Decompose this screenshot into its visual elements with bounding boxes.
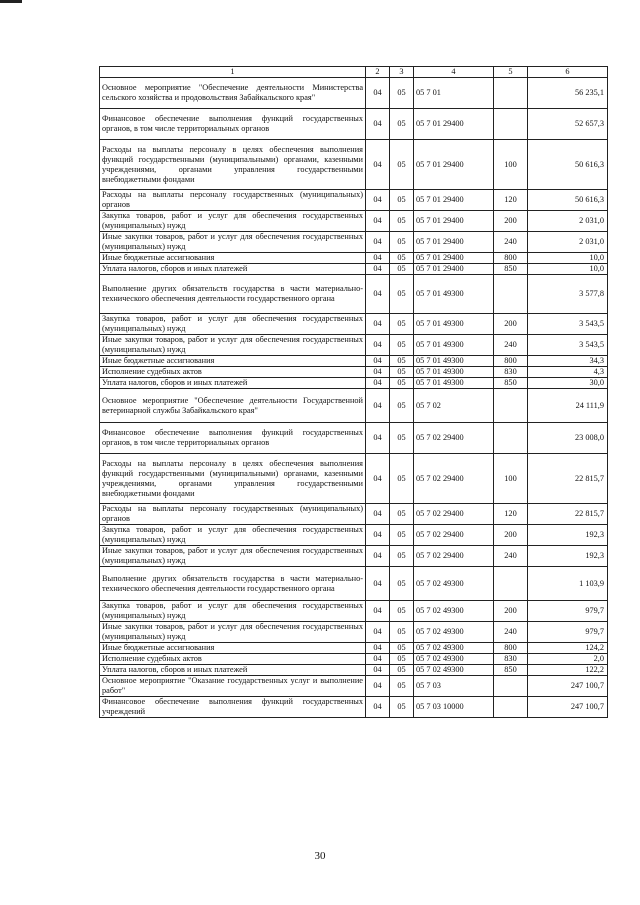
target-article-cell: 05 7 03 10000: [414, 697, 494, 718]
table-row: [100, 264, 608, 275]
subsection-code-cell: 05: [390, 367, 414, 378]
amount-cell: 24 111,9: [528, 389, 608, 423]
subsection-code-cell: 05: [390, 665, 414, 676]
table-row: [100, 109, 608, 140]
expense-name-cell: Закупка товаров, работ и услуг для обеспечения государственных (муниципальных) нужд: [100, 525, 366, 546]
expense-type-cell: 120: [494, 504, 528, 525]
section-code-cell: 04: [366, 109, 390, 140]
table-row: [100, 378, 608, 389]
section-code-cell: 04: [366, 335, 390, 356]
section-code-cell: 04: [366, 665, 390, 676]
expense-type-cell: 830: [494, 654, 528, 665]
subsection-code-cell: 05: [390, 190, 414, 211]
expense-name-cell: Закупка товаров, работ и услуг для обеспечения государственных (муниципальных) нужд: [100, 211, 366, 232]
target-article-cell: 05 7 02 29400: [414, 454, 494, 504]
target-article-cell: 05 7 01 29400: [414, 232, 494, 253]
target-article-cell: 05 7 02 49300: [414, 643, 494, 654]
section-code-cell: 04: [366, 356, 390, 367]
amount-cell: 192,3: [528, 525, 608, 546]
target-article-cell: 05 7 01 49300: [414, 314, 494, 335]
table-row: [100, 567, 608, 601]
target-article-cell: 05 7 01 49300: [414, 275, 494, 314]
table-row: [100, 232, 608, 253]
expense-type-cell: 240: [494, 335, 528, 356]
expense-type-cell: 850: [494, 264, 528, 275]
subsection-code-cell: 05: [390, 454, 414, 504]
expense-name-cell: Расходы на выплаты персоналу в целях обеспечения выполнения функций государственными (муниципальными) органами, казенными учреждениями, органами управления государственными внебюджетными фондами: [100, 140, 366, 190]
table-row: [100, 697, 608, 718]
table-row: [100, 601, 608, 622]
table-row: [100, 546, 608, 567]
target-article-cell: 05 7 02 29400: [414, 546, 494, 567]
expense-name-cell: Выполнение других обязательств государства в части материально-технического обеспечения деятельности государственного органа: [100, 567, 366, 601]
target-article-cell: 05 7 01 29400: [414, 109, 494, 140]
expense-type-cell: [494, 423, 528, 454]
amount-cell: 979,7: [528, 622, 608, 643]
expense-type-cell: [494, 389, 528, 423]
table-row: [100, 314, 608, 335]
table-row: [100, 190, 608, 211]
amount-cell: 10,0: [528, 264, 608, 275]
section-code-cell: 04: [366, 367, 390, 378]
page-number: 30: [314, 850, 326, 862]
amount-cell: 52 657,3: [528, 109, 608, 140]
expense-name-cell: Выполнение других обязательств государства в части материально-технического обеспечения деятельности государственного органа: [100, 275, 366, 314]
amount-cell: 50 616,3: [528, 190, 608, 211]
table-row: [100, 676, 608, 697]
amount-cell: 22 815,7: [528, 454, 608, 504]
section-code-cell: 04: [366, 643, 390, 654]
header-col-6: 6: [528, 67, 608, 78]
section-code-cell: 04: [366, 211, 390, 232]
section-code-cell: 04: [366, 264, 390, 275]
expense-name-cell: Основное мероприятие "Обеспечение деятельности Государственной ветеринарной службы Забайкальского края": [100, 389, 366, 423]
subsection-code-cell: 05: [390, 546, 414, 567]
expense-name-cell: Финансовое обеспечение выполнения функций государственных учреждений: [100, 697, 366, 718]
subsection-code-cell: 05: [390, 378, 414, 389]
expense-name-cell: Уплата налогов, сборов и иных платежей: [100, 378, 366, 389]
target-article-cell: 05 7 01 49300: [414, 356, 494, 367]
section-code-cell: 04: [366, 389, 390, 423]
amount-cell: 247 100,7: [528, 697, 608, 718]
section-code-cell: 04: [366, 190, 390, 211]
subsection-code-cell: 05: [390, 697, 414, 718]
target-article-cell: 05 7 02 49300: [414, 665, 494, 676]
subsection-code-cell: 05: [390, 275, 414, 314]
amount-cell: 979,7: [528, 601, 608, 622]
amount-cell: 124,2: [528, 643, 608, 654]
expense-type-cell: 850: [494, 378, 528, 389]
table-row: [100, 253, 608, 264]
table-row: [100, 665, 608, 676]
amount-cell: 247 100,7: [528, 676, 608, 697]
amount-cell: 3 577,8: [528, 275, 608, 314]
expense-type-cell: [494, 275, 528, 314]
subsection-code-cell: 05: [390, 601, 414, 622]
expense-type-cell: 800: [494, 253, 528, 264]
expense-name-cell: Основное мероприятие "Обеспечение деятельности Министерства сельского хозяйства и продовольствия Забайкальского края": [100, 78, 366, 109]
table-row: [100, 654, 608, 665]
expense-name-cell: Иные бюджетные ассигнования: [100, 253, 366, 264]
table-row: [100, 423, 608, 454]
subsection-code-cell: 05: [390, 232, 414, 253]
section-code-cell: 04: [366, 654, 390, 665]
subsection-code-cell: 05: [390, 622, 414, 643]
expense-type-cell: 200: [494, 601, 528, 622]
expense-name-cell: Расходы на выплаты персоналу государственных (муниципальных) органов: [100, 504, 366, 525]
target-article-cell: 05 7 01 49300: [414, 367, 494, 378]
expense-name-cell: Закупка товаров, работ и услуг для обеспечения государственных (муниципальных) нужд: [100, 314, 366, 335]
expense-name-cell: Финансовое обеспечение выполнения функций государственных органов, в том числе территориальных органов: [100, 109, 366, 140]
section-code-cell: 04: [366, 504, 390, 525]
section-code-cell: 04: [366, 140, 390, 190]
section-code-cell: 04: [366, 378, 390, 389]
amount-cell: 2 031,0: [528, 232, 608, 253]
subsection-code-cell: 05: [390, 654, 414, 665]
table-row: [100, 504, 608, 525]
amount-cell: 34,3: [528, 356, 608, 367]
expense-name-cell: Иные закупки товаров, работ и услуг для обеспечения государственных (муниципальных) нужд: [100, 622, 366, 643]
table-row: [100, 211, 608, 232]
amount-cell: 192,3: [528, 546, 608, 567]
expense-type-cell: 240: [494, 622, 528, 643]
target-article-cell: 05 7 01 49300: [414, 335, 494, 356]
expense-type-cell: [494, 78, 528, 109]
expense-name-cell: Расходы на выплаты персоналу государственных (муниципальных) органов: [100, 190, 366, 211]
target-article-cell: 05 7 03: [414, 676, 494, 697]
budget-table: [99, 66, 608, 718]
header-col-5: 5: [494, 67, 528, 78]
expense-name-cell: Финансовое обеспечение выполнения функций государственных органов, в том числе территориальных органов: [100, 423, 366, 454]
scan-corner-mark: [0, 0, 22, 3]
amount-cell: 22 815,7: [528, 504, 608, 525]
table-row: [100, 389, 608, 423]
subsection-code-cell: 05: [390, 140, 414, 190]
table-row: [100, 335, 608, 356]
subsection-code-cell: 05: [390, 253, 414, 264]
target-article-cell: 05 7 01 29400: [414, 140, 494, 190]
expense-type-cell: 240: [494, 546, 528, 567]
target-article-cell: 05 7 01: [414, 78, 494, 109]
subsection-code-cell: 05: [390, 78, 414, 109]
target-article-cell: 05 7 01 29400: [414, 253, 494, 264]
table-row: [100, 275, 608, 314]
table-row: [100, 643, 608, 654]
section-code-cell: 04: [366, 454, 390, 504]
section-code-cell: 04: [366, 546, 390, 567]
target-article-cell: 05 7 02 49300: [414, 622, 494, 643]
section-code-cell: 04: [366, 78, 390, 109]
subsection-code-cell: 05: [390, 314, 414, 335]
target-article-cell: 05 7 02 49300: [414, 567, 494, 601]
table-row: [100, 356, 608, 367]
table-row: [100, 525, 608, 546]
amount-cell: 30,0: [528, 378, 608, 389]
amount-cell: 3 543,5: [528, 314, 608, 335]
header-col-2: 2: [366, 67, 390, 78]
amount-cell: 1 103,9: [528, 567, 608, 601]
target-article-cell: 05 7 02 49300: [414, 654, 494, 665]
subsection-code-cell: 05: [390, 423, 414, 454]
expense-name-cell: Иные бюджетные ассигнования: [100, 356, 366, 367]
section-code-cell: 04: [366, 697, 390, 718]
subsection-code-cell: 05: [390, 335, 414, 356]
expense-name-cell: Иные закупки товаров, работ и услуг для обеспечения государственных (муниципальных) нужд: [100, 546, 366, 567]
subsection-code-cell: 05: [390, 264, 414, 275]
expense-type-cell: 200: [494, 525, 528, 546]
expense-type-cell: [494, 567, 528, 601]
amount-cell: 10,0: [528, 253, 608, 264]
amount-cell: 4,3: [528, 367, 608, 378]
header-col-3: 3: [390, 67, 414, 78]
target-article-cell: 05 7 02 49300: [414, 601, 494, 622]
section-code-cell: 04: [366, 567, 390, 601]
section-code-cell: 04: [366, 275, 390, 314]
header-col-1: 1: [100, 67, 366, 78]
expense-name-cell: Уплата налогов, сборов и иных платежей: [100, 665, 366, 676]
target-article-cell: 05 7 01 29400: [414, 264, 494, 275]
expense-name-cell: Уплата налогов, сборов и иных платежей: [100, 264, 366, 275]
expense-type-cell: 800: [494, 643, 528, 654]
expense-name-cell: Иные закупки товаров, работ и услуг для обеспечения государственных (муниципальных) нужд: [100, 335, 366, 356]
target-article-cell: 05 7 01 29400: [414, 211, 494, 232]
subsection-code-cell: 05: [390, 109, 414, 140]
table-row: [100, 622, 608, 643]
expense-type-cell: 240: [494, 232, 528, 253]
expense-type-cell: [494, 676, 528, 697]
expense-type-cell: 120: [494, 190, 528, 211]
expense-type-cell: 830: [494, 367, 528, 378]
section-code-cell: 04: [366, 622, 390, 643]
table-row: [100, 140, 608, 190]
expense-name-cell: Расходы на выплаты персоналу в целях обеспечения выполнения функций государственными (муниципальными) органами, казенными учреждениями, органами управления государственными внебюджетными фондами: [100, 454, 366, 504]
target-article-cell: 05 7 01 29400: [414, 190, 494, 211]
section-code-cell: 04: [366, 525, 390, 546]
table-row: [100, 367, 608, 378]
expense-type-cell: [494, 109, 528, 140]
subsection-code-cell: 05: [390, 504, 414, 525]
amount-cell: 2 031,0: [528, 211, 608, 232]
table-row: [100, 78, 608, 109]
target-article-cell: 05 7 02 29400: [414, 423, 494, 454]
section-code-cell: 04: [366, 423, 390, 454]
expense-type-cell: [494, 697, 528, 718]
section-code-cell: 04: [366, 232, 390, 253]
table-header-row: [100, 67, 608, 78]
amount-cell: 56 235,1: [528, 78, 608, 109]
amount-cell: 122,2: [528, 665, 608, 676]
amount-cell: 50 616,3: [528, 140, 608, 190]
expense-type-cell: 800: [494, 356, 528, 367]
budget-table-container: [99, 66, 607, 718]
amount-cell: 3 543,5: [528, 335, 608, 356]
target-article-cell: 05 7 02 29400: [414, 504, 494, 525]
expense-name-cell: Иные бюджетные ассигнования: [100, 643, 366, 654]
table-row: [100, 454, 608, 504]
expense-type-cell: 100: [494, 140, 528, 190]
subsection-code-cell: 05: [390, 525, 414, 546]
subsection-code-cell: 05: [390, 567, 414, 601]
expense-name-cell: Иные закупки товаров, работ и услуг для обеспечения государственных (муниципальных) нужд: [100, 232, 366, 253]
table-body: [100, 78, 608, 718]
expense-type-cell: 850: [494, 665, 528, 676]
amount-cell: 2,0: [528, 654, 608, 665]
expense-name-cell: Исполнение судебных актов: [100, 654, 366, 665]
amount-cell: 23 008,0: [528, 423, 608, 454]
subsection-code-cell: 05: [390, 356, 414, 367]
header-col-4: 4: [414, 67, 494, 78]
subsection-code-cell: 05: [390, 211, 414, 232]
subsection-code-cell: 05: [390, 643, 414, 654]
expense-name-cell: Закупка товаров, работ и услуг для обеспечения государственных (муниципальных) нужд: [100, 601, 366, 622]
target-article-cell: 05 7 02: [414, 389, 494, 423]
subsection-code-cell: 05: [390, 676, 414, 697]
subsection-code-cell: 05: [390, 389, 414, 423]
expense-name-cell: Исполнение судебных актов: [100, 367, 366, 378]
section-code-cell: 04: [366, 253, 390, 264]
target-article-cell: 05 7 02 29400: [414, 525, 494, 546]
section-code-cell: 04: [366, 601, 390, 622]
expense-name-cell: Основное мероприятие "Оказание государственных услуг и выполнение работ": [100, 676, 366, 697]
section-code-cell: 04: [366, 676, 390, 697]
expense-type-cell: 200: [494, 314, 528, 335]
target-article-cell: 05 7 01 49300: [414, 378, 494, 389]
expense-type-cell: 100: [494, 454, 528, 504]
section-code-cell: 04: [366, 314, 390, 335]
expense-type-cell: 200: [494, 211, 528, 232]
